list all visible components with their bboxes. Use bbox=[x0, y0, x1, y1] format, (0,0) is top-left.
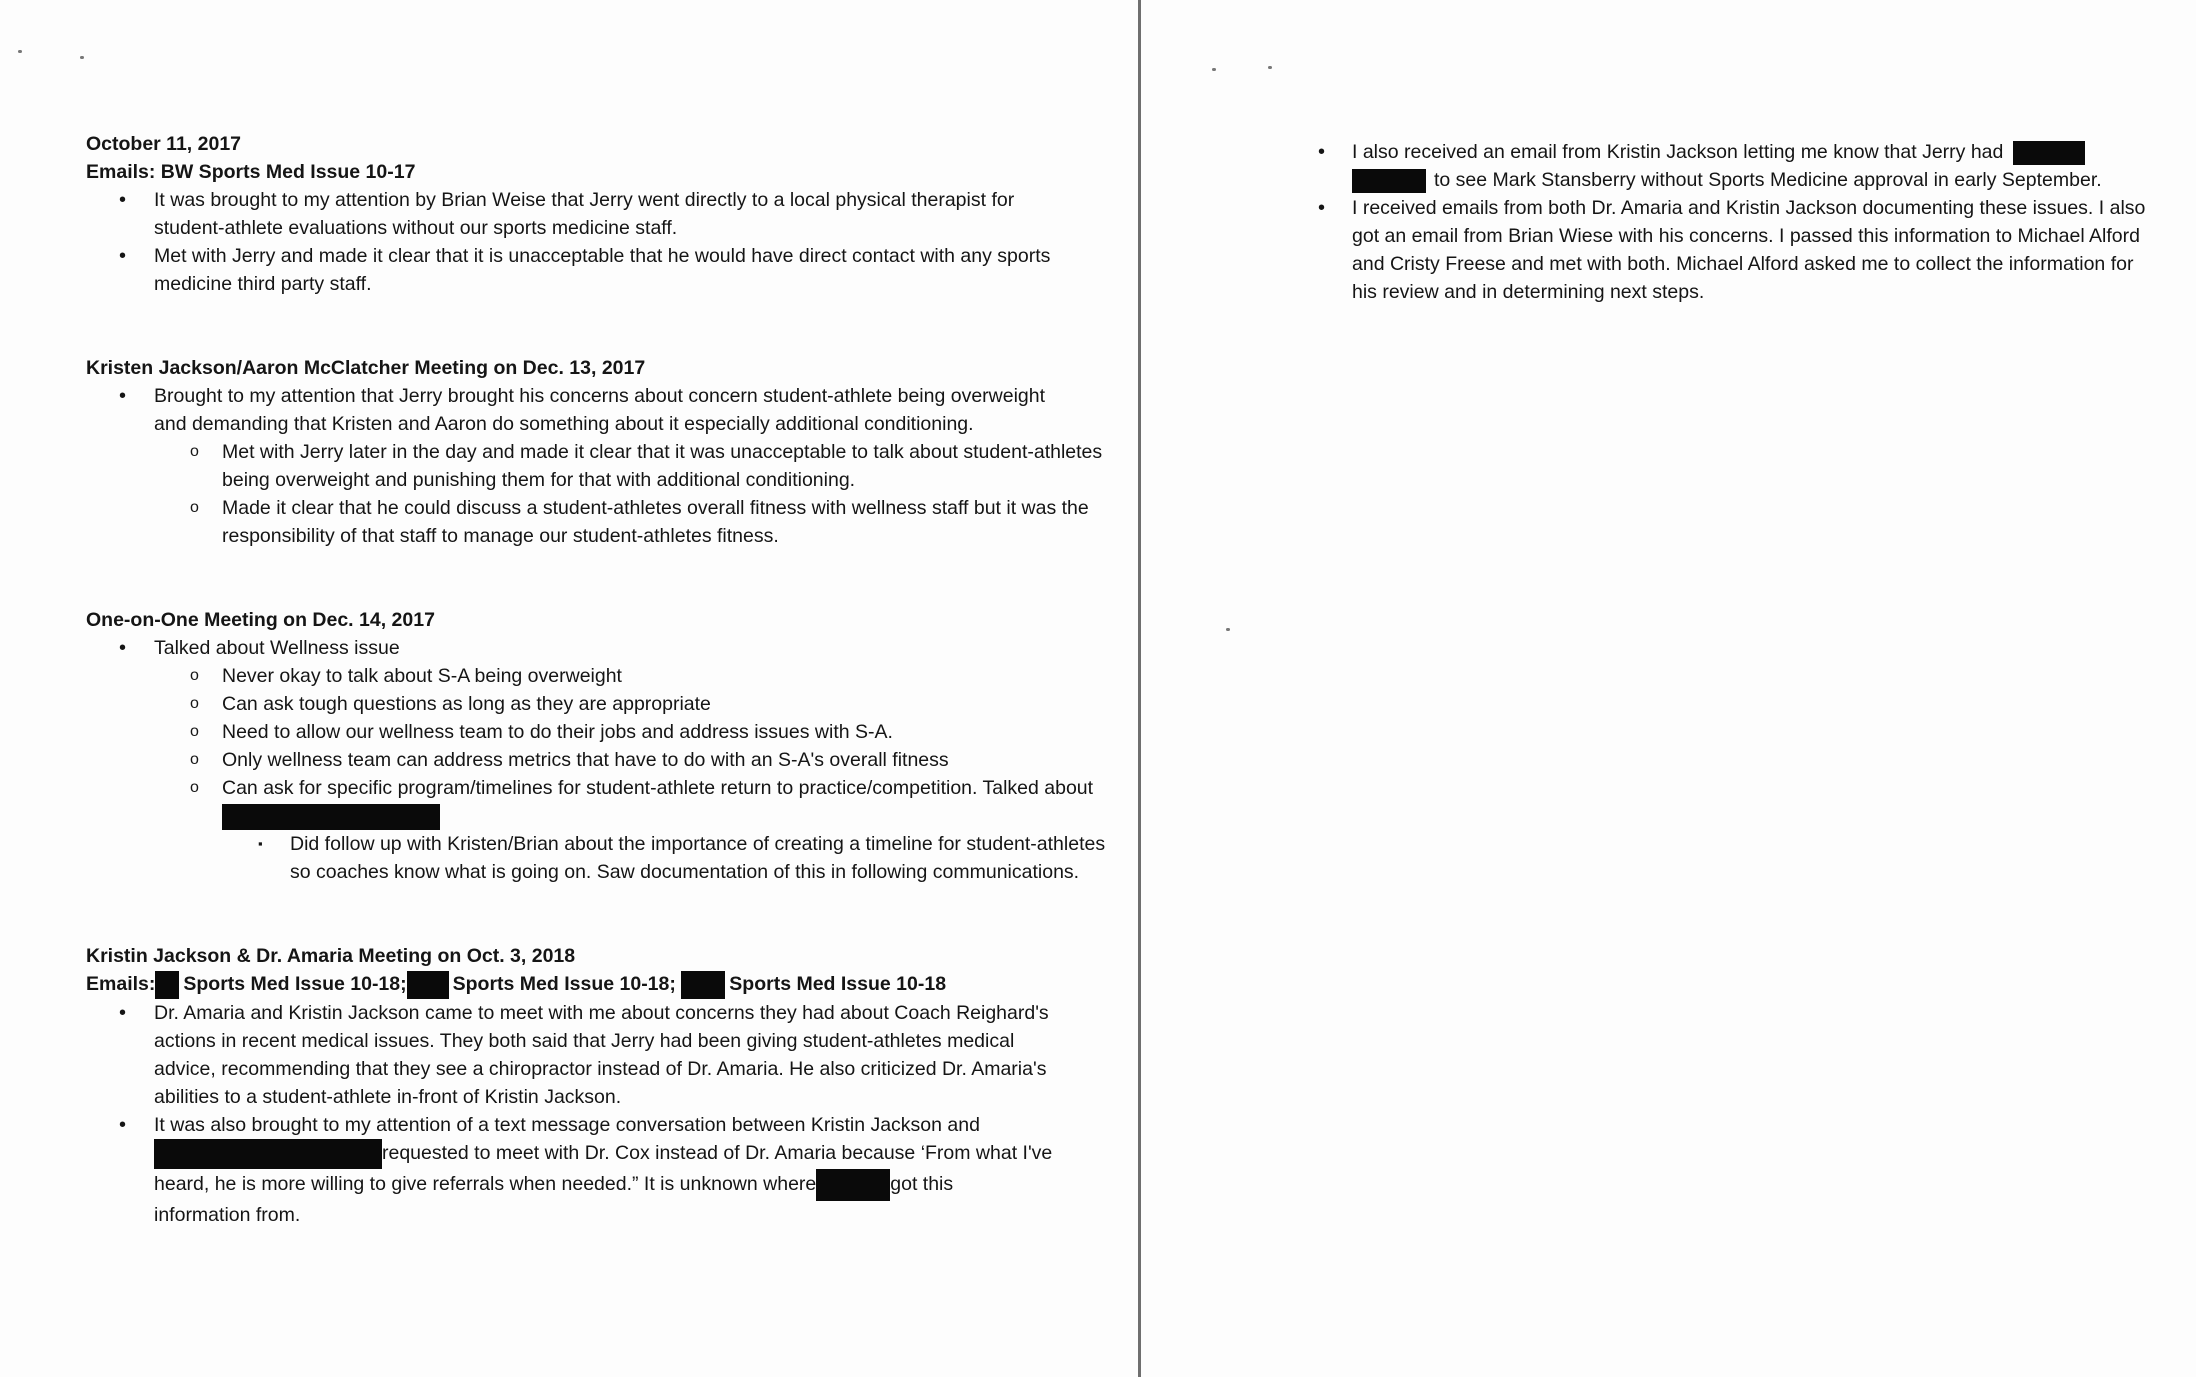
list-item: • Talked about Wellness issue o Never okay to talk about S-A being overweight o Can ask tough questions as long as they are appropriate o Need to allow our wellness team to do their jobs and address issues with S-A. o Only wellness team can address metrics that have to do with an S-A's overall fitness o Can ask for specific program/timelines for student-athlete return to practice/competition. Talked about ▪ Did follow up with Kristen/Brian about the importance of creating a timeline for student-athletes so coaches know what is going on. Saw documentation of this in following communications. bbox=[86, 634, 1106, 886]
section-oct-3-2018 bbox=[86, 942, 1106, 1229]
redaction-bar bbox=[2013, 141, 2085, 165]
section-emails: Emails: BW Sports Med Issue 10-17 bbox=[86, 161, 416, 183]
scan-speck bbox=[1268, 66, 1272, 69]
bullet-list bbox=[86, 999, 1106, 1229]
sub-list-item: o Never okay to talk about S-A being overweight bbox=[88, 662, 1106, 690]
page-divider bbox=[1138, 0, 1141, 1377]
sub-list-item: o Only wellness team can address metrics that have to do with an S-A's overall fitness bbox=[88, 746, 1106, 774]
section-heading: One-on-One Meeting on Dec. 14, 2017 bbox=[86, 609, 435, 631]
sub-sub-list-item: ▪ Did follow up with Kristen/Brian about the importance of creating a timeline for student-athletes so coaches know what is going on. Saw documentation of this in following communications. bbox=[88, 830, 1106, 886]
list-item: • I received emails from both Dr. Amaria and Kristin Jackson documenting these issues. I also got an email from Brian Wiese with his concerns. I passed this information to Michael Alford and Cristy Freese and met with both. Michael Alford asked me to collect the information for his review and in determining next steps. bbox=[1152, 194, 2152, 306]
bullet-list bbox=[86, 634, 1106, 886]
redaction-bar bbox=[816, 1169, 890, 1201]
section-dec-14-2017 bbox=[86, 606, 1106, 886]
list-item: • It was brought to my attention by Brian Weise that Jerry went directly to a local physical therapist for student-athlete evaluations without our sports medicine staff. bbox=[86, 186, 1106, 242]
section-date: October 11, 2017 bbox=[86, 133, 242, 155]
redaction-bar bbox=[407, 971, 449, 999]
sub-list-item: o Made it clear that he could discuss a student-athletes overall fitness with wellness staff but it was the responsibility of that staff to manage our student-athletes fitness. bbox=[88, 494, 1106, 550]
sub-list-item: o Can ask for specific program/timelines for student-athlete return to practice/competition. Talked about ▪ Did follow up with Kristen/Brian about the importance of creating a timeline for student-athletes so coaches know what is going on. Saw documentation of this in following communications. bbox=[88, 774, 1106, 886]
bullet-list bbox=[86, 382, 1106, 550]
section-oct-11-2017 bbox=[86, 130, 1106, 298]
redaction-bar bbox=[681, 971, 725, 999]
list-item: • Brought to my attention that Jerry brought his concerns about concern student-athlete being overweight and demanding that Kristen and Aaron do something about it especially additional conditioning. o Met with Jerry later in the day and made it clear that it was unacceptable to talk about student-athletes being overweight and punishing them for that with additional conditioning. o Made it clear that he could discuss a student-athletes overall fitness with wellness staff but it was the responsibility of that staff to manage our student-athletes fitness. bbox=[86, 382, 1106, 550]
list-item: • I also received an email from Kristin Jackson letting me know that Jerry had to see Mark Stansberry without Sports Medicine approval in early September. bbox=[1152, 138, 2152, 194]
redaction-bar bbox=[1352, 169, 1426, 193]
sub-bullet-list bbox=[154, 438, 1106, 550]
sub-list-item: o Can ask tough questions as long as they are appropriate bbox=[88, 690, 1106, 718]
scan-speck bbox=[80, 56, 84, 59]
sub-bullet-list bbox=[154, 662, 1106, 886]
scan-speck bbox=[1212, 68, 1216, 71]
right-page-content bbox=[1152, 138, 2152, 306]
section-heading: Kristen Jackson/Aaron McClatcher Meeting on Dec. 13, 2017 bbox=[86, 357, 646, 379]
section-heading: Kristin Jackson & Dr. Amaria Meeting on Oct. 3, 2018 bbox=[86, 945, 576, 967]
section-dec-13-2017 bbox=[86, 354, 1106, 550]
redaction-bar bbox=[155, 971, 179, 999]
list-item: • Dr. Amaria and Kristin Jackson came to meet with me about concerns they had about Coach Reighard's actions in recent medical issues. They both said that Jerry had been giving student-athletes medical advice, recommending that they see a chiropractor instead of Dr. Amaria. He also criticized Dr. Amaria's abilities to a student-athlete in-front of Kristin Jackson. bbox=[86, 999, 1106, 1111]
bullet-list bbox=[86, 186, 1106, 298]
sub-list-item: o Met with Jerry later in the day and made it clear that it was unacceptable to talk about student-athletes being overweight and punishing them for that with additional conditioning. bbox=[88, 438, 1106, 494]
scan-speck bbox=[18, 50, 22, 53]
section-emails: Emails: Sports Med Issue 10-18; Sports Med Issue 10-18; Sports Med Issue 10-18 bbox=[86, 970, 1106, 999]
redaction-bar bbox=[154, 1139, 382, 1169]
left-page-content bbox=[86, 130, 1106, 1257]
bullet-list bbox=[1152, 138, 2152, 306]
sub-list-item: o Need to allow our wellness team to do their jobs and address issues with S-A. bbox=[88, 718, 1106, 746]
list-item: • It was also brought to my attention of a text message conversation between Kristin Jackson and requested to meet with Dr. Cox instead of Dr. Amaria because ‘From what I've heard, he is more willing to give referrals when needed.” It is unknown where got this information from. bbox=[86, 1111, 1106, 1229]
list-item: • Met with Jerry and made it clear that it is unacceptable that he would have direct contact with any sports medicine third party staff. bbox=[86, 242, 1106, 298]
scan-speck bbox=[1226, 628, 1230, 631]
redaction-bar bbox=[222, 804, 440, 830]
sub-sub-bullet-list bbox=[222, 830, 1106, 886]
